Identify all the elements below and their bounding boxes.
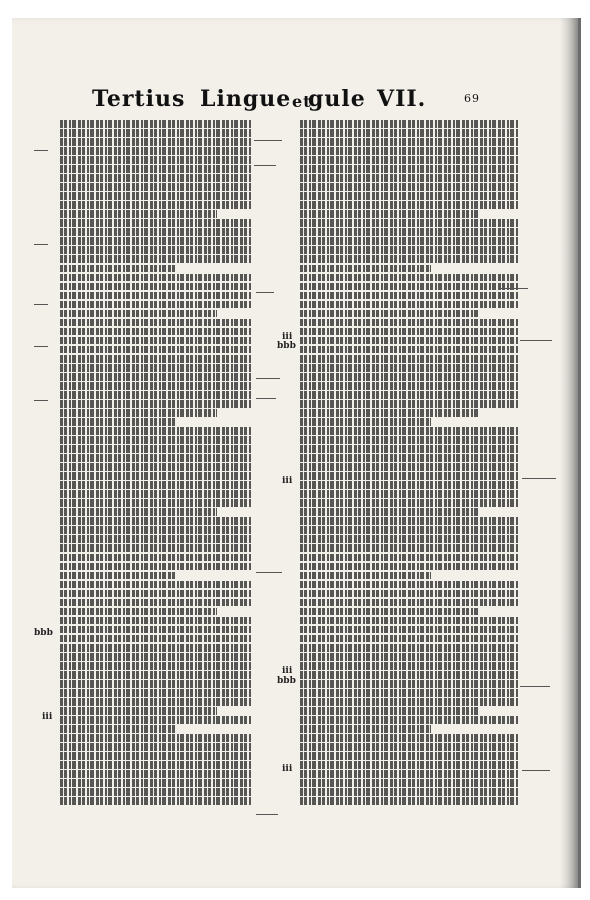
illegible-text-line: [300, 364, 518, 372]
illegible-text-line: [300, 156, 518, 164]
illegible-text-line: [60, 716, 252, 724]
illegible-text-line: [60, 734, 252, 742]
illegible-text-line: [300, 418, 431, 426]
illegible-text-line: [300, 490, 518, 498]
handwritten-annotation: [34, 400, 48, 401]
illegible-text-line: [60, 707, 217, 715]
illegible-text-line: [300, 355, 518, 363]
illegible-text-line: [300, 328, 518, 336]
illegible-text-line: [300, 563, 518, 571]
illegible-text-line: [300, 635, 518, 643]
illegible-text-line: [60, 120, 252, 128]
illegible-text-line: [300, 544, 518, 552]
illegible-text-line: [300, 554, 518, 562]
illegible-text-line: [300, 463, 518, 471]
illegible-text-line: [60, 761, 252, 769]
illegible-text-line: [300, 526, 518, 534]
illegible-text-line: [60, 219, 252, 227]
illegible-text-line: [300, 788, 518, 796]
illegible-text-line: [300, 770, 518, 778]
illegible-text-line: [60, 255, 252, 263]
header-folio-number: 69: [464, 92, 480, 105]
illegible-text-line: [300, 508, 479, 516]
illegible-text-line: [300, 581, 518, 589]
illegible-text-line: [300, 120, 518, 128]
illegible-text-line: [300, 265, 431, 273]
running-header: [92, 86, 512, 118]
handwritten-annotation: [34, 150, 48, 151]
illegible-text-line: [60, 201, 252, 209]
illegible-text-line: [60, 418, 175, 426]
illegible-text-line: [60, 237, 252, 245]
illegible-text-line: [60, 581, 252, 589]
illegible-text-line: [300, 165, 518, 173]
illegible-text-line: [300, 734, 518, 742]
handwritten-annotation: [256, 398, 276, 399]
illegible-text-line: [60, 400, 252, 408]
illegible-text-line: [60, 391, 252, 399]
illegible-text-line: [60, 463, 252, 471]
illegible-text-line: [60, 689, 252, 697]
illegible-text-line: [300, 644, 518, 652]
illegible-text-line: [60, 626, 252, 634]
illegible-text-line: [300, 608, 479, 616]
illegible-text-line: [60, 662, 252, 670]
illegible-text-line: [300, 292, 518, 300]
handwritten-annotation: [256, 814, 278, 815]
illegible-text-line: [300, 517, 518, 525]
illegible-text-line: [60, 210, 217, 218]
handwritten-annotation: [520, 686, 550, 687]
illegible-text-line: [60, 192, 252, 200]
handwritten-annotation: [522, 478, 556, 479]
right-margin-marker-iii-4: iii: [282, 764, 293, 774]
illegible-text-line: [60, 174, 252, 182]
handwritten-annotation: [520, 340, 552, 341]
illegible-text-line: [300, 743, 518, 751]
illegible-text-line: [300, 436, 518, 444]
handwritten-annotation: [34, 304, 48, 305]
illegible-text-line: [60, 788, 252, 796]
illegible-text-line: [300, 301, 518, 309]
illegible-text-line: [300, 183, 518, 191]
illegible-text-line: [60, 770, 252, 778]
illegible-text-line: [300, 689, 518, 697]
handwritten-annotation: [254, 140, 282, 141]
handwritten-annotation: [34, 244, 48, 245]
illegible-text-line: [300, 174, 518, 182]
illegible-text-line: [60, 373, 252, 381]
illegible-text-line: [300, 210, 479, 218]
illegible-text-line: [60, 779, 252, 787]
illegible-text-line: [60, 445, 252, 453]
illegible-text-line: [60, 147, 252, 155]
illegible-text-line: [300, 409, 479, 417]
illegible-text-line: [300, 391, 518, 399]
illegible-text-line: [300, 617, 518, 625]
illegible-text-line: [60, 165, 252, 173]
handwritten-annotation: [500, 288, 528, 289]
illegible-text-line: [300, 400, 518, 408]
illegible-text-line: [300, 445, 518, 453]
illegible-text-line: [60, 301, 252, 309]
illegible-text-line: [60, 725, 175, 733]
illegible-text-line: [60, 508, 217, 516]
illegible-text-line: [300, 572, 431, 580]
illegible-text-line: [60, 454, 252, 462]
illegible-text-line: [60, 409, 217, 417]
illegible-text-line: [60, 499, 252, 507]
handwritten-annotation: [522, 770, 550, 771]
illegible-text-line: [60, 283, 252, 291]
illegible-text-line: [60, 698, 252, 706]
illegible-text-line: [300, 590, 518, 598]
illegible-text-line: [300, 599, 518, 607]
text-column-left: [60, 120, 252, 840]
handwritten-annotation: [254, 165, 276, 166]
illegible-text-line: [300, 192, 518, 200]
illegible-text-line: [300, 752, 518, 760]
illegible-text-line: [300, 499, 518, 507]
illegible-text-line: [300, 346, 518, 354]
illegible-text-line: [60, 337, 252, 345]
illegible-text-line: [300, 255, 518, 263]
illegible-text-line: [300, 319, 518, 327]
illegible-text-line: [300, 228, 518, 236]
illegible-text-line: [60, 138, 252, 146]
illegible-text-line: [60, 743, 252, 751]
illegible-text-line: [60, 355, 252, 363]
illegible-text-line: [300, 779, 518, 787]
illegible-text-line: [60, 310, 217, 318]
header-word-lingue: Lingue: [200, 86, 292, 112]
illegible-text-line: [60, 274, 252, 282]
illegible-text-line: [60, 517, 252, 525]
illegible-text-line: [300, 454, 518, 462]
illegible-text-line: [60, 617, 252, 625]
illegible-text-line: [60, 382, 252, 390]
header-chapter-number: VII.: [377, 86, 427, 112]
illegible-text-line: [300, 274, 518, 282]
illegible-text-line: [300, 481, 518, 489]
illegible-text-line: [60, 292, 252, 300]
header-word-gule: gule: [308, 86, 366, 112]
illegible-text-line: [300, 219, 518, 227]
illegible-text-line: [60, 436, 252, 444]
right-margin-marker-bbb-2: bbb: [277, 676, 296, 686]
illegible-text-line: [60, 635, 252, 643]
right-margin-marker-iii-3: iii: [282, 666, 293, 676]
illegible-text-line: [60, 644, 252, 652]
illegible-text-line: [60, 319, 252, 327]
illegible-text-line: [300, 147, 518, 155]
illegible-text-line: [300, 310, 479, 318]
illegible-text-line: [300, 427, 518, 435]
illegible-text-line: [60, 481, 252, 489]
page-fold-shadow: [560, 18, 578, 888]
illegible-text-line: [60, 590, 252, 598]
header-word-tertius: Tertius: [92, 86, 186, 112]
illegible-text-line: [60, 554, 252, 562]
illegible-text-line: [60, 346, 252, 354]
illegible-text-line: [60, 572, 175, 580]
illegible-text-line: [300, 535, 518, 543]
illegible-text-line: [300, 237, 518, 245]
header-word-et: et: [292, 92, 312, 111]
illegible-text-line: [60, 797, 252, 805]
illegible-text-line: [300, 653, 518, 661]
illegible-text-line: [60, 246, 252, 254]
illegible-text-line: [60, 129, 252, 137]
illegible-text-line: [300, 707, 479, 715]
text-column-right: [300, 120, 518, 840]
right-margin-marker-bbb-1: bbb: [277, 341, 296, 351]
illegible-text-line: [300, 382, 518, 390]
left-margin-marker-bbb: bbb: [34, 628, 53, 638]
illegible-text-line: [300, 129, 518, 137]
illegible-text-line: [60, 156, 252, 164]
illegible-text-line: [60, 671, 252, 679]
illegible-text-line: [300, 761, 518, 769]
illegible-text-line: [300, 472, 518, 480]
illegible-text-line: [60, 563, 252, 571]
illegible-text-line: [300, 662, 518, 670]
illegible-text-line: [60, 599, 252, 607]
illegible-text-line: [300, 201, 518, 209]
illegible-text-line: [300, 246, 518, 254]
illegible-text-line: [60, 472, 252, 480]
illegible-text-line: [300, 626, 518, 634]
illegible-text-line: [60, 364, 252, 372]
illegible-text-line: [60, 265, 175, 273]
illegible-text-line: [60, 526, 252, 534]
illegible-text-line: [300, 283, 518, 291]
illegible-text-line: [60, 427, 252, 435]
illegible-text-line: [60, 544, 252, 552]
handwritten-annotation: [256, 572, 282, 573]
right-margin-marker-iii-2: iii: [282, 476, 293, 486]
illegible-text-line: [60, 752, 252, 760]
illegible-text-line: [60, 183, 252, 191]
illegible-text-line: [60, 608, 217, 616]
illegible-text-line: [300, 716, 518, 724]
handwritten-annotation: [256, 292, 274, 293]
illegible-text-line: [300, 373, 518, 381]
illegible-text-line: [60, 490, 252, 498]
handwritten-annotation: [34, 346, 48, 347]
illegible-text-line: [300, 337, 518, 345]
illegible-text-line: [300, 725, 431, 733]
illegible-text-line: [60, 328, 252, 336]
illegible-text-line: [300, 680, 518, 688]
illegible-text-line: [300, 138, 518, 146]
right-margin-marker-iii-1: iii: [282, 332, 293, 342]
illegible-text-line: [60, 228, 252, 236]
left-margin-marker-iii: iii: [42, 712, 53, 722]
illegible-text-line: [300, 671, 518, 679]
illegible-text-line: [60, 680, 252, 688]
handwritten-annotation: [256, 378, 280, 379]
illegible-text-line: [60, 653, 252, 661]
illegible-text-line: [300, 797, 518, 805]
illegible-text-line: [60, 535, 252, 543]
illegible-text-line: [300, 698, 518, 706]
